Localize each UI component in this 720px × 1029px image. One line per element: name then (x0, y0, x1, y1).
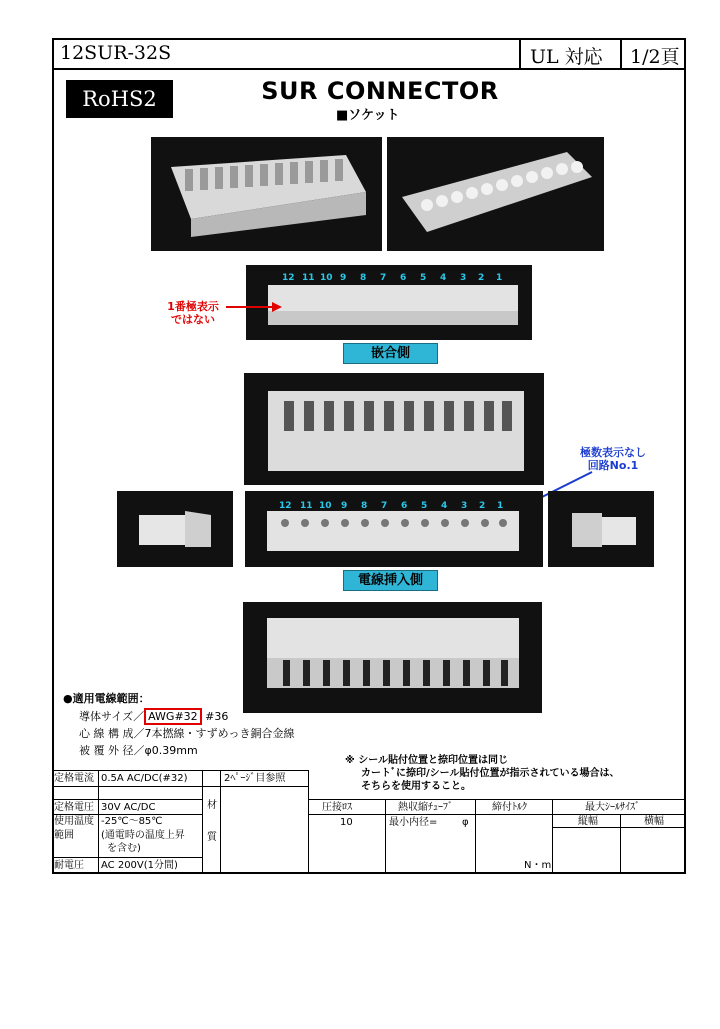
pin-number: 8 (361, 501, 368, 511)
material-label: 質 (207, 832, 217, 843)
spec-value: 0.5A AC/DC(#32) (101, 773, 188, 784)
table-line (308, 814, 686, 815)
connector-photo-side-left (117, 491, 233, 567)
pin-number: 7 (381, 501, 388, 511)
pin-number: 6 (401, 501, 408, 511)
table-line (552, 827, 686, 828)
pin-number: 10 (320, 273, 333, 283)
part-number: 12SUR-32S (60, 42, 172, 64)
ul-label: UL 対応 (530, 46, 603, 68)
col-subheader: 横幅 (644, 816, 664, 827)
connector-photo-wire-side (245, 491, 543, 567)
core-construction: 心 線 構 成／7本撚線・すずめっき銅合金線 (79, 727, 295, 740)
spec-ref: 2ﾍﾟｰｼﾞ目参照 (224, 773, 286, 784)
pin-number: 5 (421, 501, 428, 511)
connector-photo-front (244, 373, 544, 485)
connector-photo-top-left (151, 137, 382, 251)
header-separator (620, 38, 622, 69)
pin-number: 1 (497, 501, 504, 511)
pin-number: 3 (461, 501, 468, 511)
document-subtitle: ■ソケット (336, 108, 400, 123)
torque-unit: N・m (524, 860, 552, 871)
table-line (98, 770, 99, 874)
spec-value: (通電時の温度上昇 (101, 830, 185, 841)
table-line (308, 770, 309, 874)
pin-number: 6 (400, 273, 407, 283)
tube-unit: φ (462, 817, 469, 828)
table-line (308, 872, 686, 874)
pin-number: 2 (478, 273, 485, 283)
connector-image (387, 137, 604, 251)
connector-image (243, 602, 542, 713)
red-arrow-icon (224, 300, 284, 314)
col-header: 熱収縮ﾁｭｰﾌﾞ (398, 802, 453, 813)
pin-number: 2 (479, 501, 486, 511)
pin-number: 3 (460, 273, 467, 283)
spec-label: 使用温度 (54, 816, 94, 827)
pin1-warning-note: 1番極表示 ではない (167, 300, 219, 326)
pin-number: 4 (440, 273, 447, 283)
spec-value: 30V AC/DC (101, 802, 156, 813)
spec-label: 耐電圧 (54, 860, 84, 871)
col-header: 最大ｼｰﾙｻｲｽﾞ (585, 802, 640, 813)
connector-photo-top-right (387, 137, 604, 251)
table-line (52, 799, 202, 800)
connector-image (117, 491, 233, 567)
table-line (220, 770, 221, 874)
tube-value: 最小内径= (389, 817, 438, 828)
awg-highlight: AWG#32 (144, 708, 202, 725)
outer-diameter: 被 覆 外 径／φ0.39mm (79, 744, 198, 757)
pin-number: 11 (302, 273, 315, 283)
pin-number: 11 (300, 501, 313, 511)
spec-label: 定格電圧 (54, 802, 94, 813)
col-subheader: 縦幅 (578, 816, 598, 827)
table-line (52, 857, 202, 858)
spec-label: 定格電流 (54, 773, 94, 784)
pin-number: 9 (341, 501, 348, 511)
connector-photo-mating (246, 265, 532, 340)
connector-image (151, 137, 382, 251)
table-line (52, 786, 308, 787)
spec-label: 範囲 (54, 830, 74, 841)
table-line (552, 799, 553, 873)
spec-value: -25℃～85℃ (101, 816, 163, 827)
pin-number: 4 (441, 501, 448, 511)
pin-number: 7 (380, 273, 387, 283)
table-line (308, 799, 686, 800)
col-header: 締付ﾄﾙｸ (492, 802, 527, 813)
connector-photo-bottom (243, 602, 542, 713)
wire-range-heading: ●適用電線範囲： (63, 692, 150, 705)
table-line (52, 814, 202, 815)
spec-value: を含む) (107, 843, 141, 854)
caption-wire-side: 電線挿入側 (343, 570, 438, 591)
circuit-no-note: 極数表示なし 回路No.1 (580, 446, 646, 472)
pin-number: 1 (496, 273, 503, 283)
header-separator (519, 38, 521, 69)
material-label: 材 (207, 800, 217, 811)
table-line (385, 799, 386, 873)
spec-value: AC 200V(1分間) (101, 860, 178, 871)
conductor-size: 導体サイズ／ AWG#32 #36 (79, 710, 229, 723)
connector-image (244, 373, 544, 485)
pin-number: 8 (360, 273, 367, 283)
seal-note: ※ シール貼付位置と捺印位置は同じ カートﾞに捺印/シール貼付位置が指示されている場合は、 そちらを使用すること。 (345, 755, 620, 792)
caption-mating-side: 嵌合側 (343, 343, 438, 364)
connector-photo-side-right (548, 491, 654, 567)
pin-number: 12 (279, 501, 292, 511)
table-line (620, 814, 621, 873)
table-line (52, 770, 308, 771)
document-title: SUR CONNECTOR (261, 77, 499, 105)
connector-image (548, 491, 654, 567)
rohs-badge: RoHS2 (66, 80, 173, 118)
crimp-value: 10 (340, 817, 353, 828)
pin-number: 12 (282, 273, 295, 283)
page-number: 1/2頁 (630, 46, 680, 68)
table-line (202, 770, 203, 874)
col-header: 圧接ﾛｽ (322, 802, 352, 813)
pin-number: 9 (340, 273, 347, 283)
pin-number: 5 (420, 273, 427, 283)
table-line (475, 799, 476, 873)
pin-number: 10 (319, 501, 332, 511)
